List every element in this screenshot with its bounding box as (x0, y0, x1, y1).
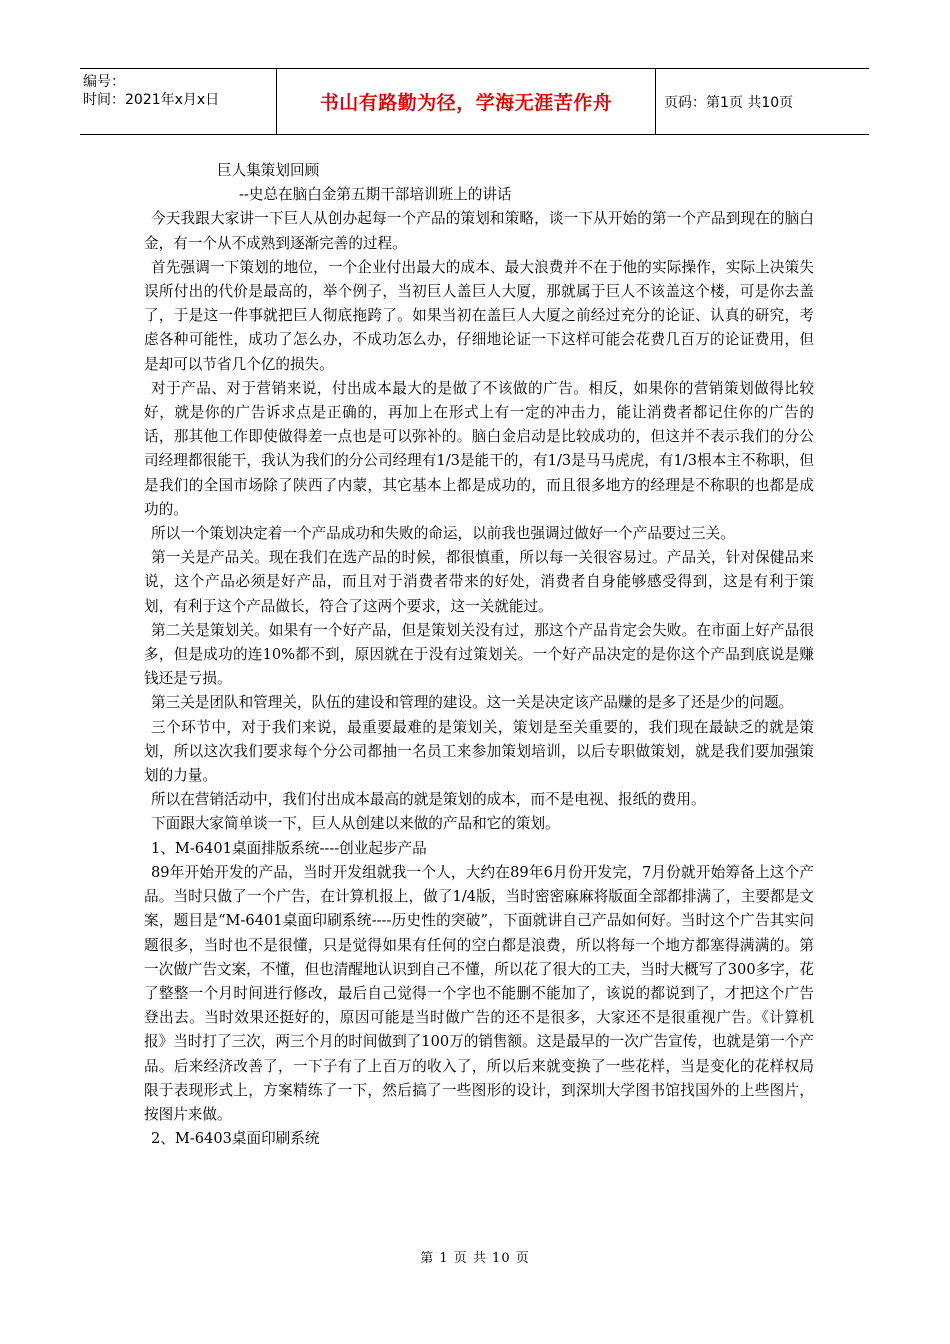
header-motto: 书山有路勤为径，学海无涯苦作舟 (319, 92, 613, 114)
document-title: 巨人集策划回顾 (217, 162, 320, 179)
section-heading: 1、M-6401桌面排版系统----创业起步产品 (151, 839, 427, 857)
paragraph: 第三关是团队和管理关，队伍的建设和管理的建设。这一关是决定该产品赚的是多了还是少的问题。 (151, 694, 794, 712)
paragraph: 所以在营销活动中，我们付出成本最高的就是策划的成本，而不是电视、报纸的费用。 (151, 791, 706, 809)
paragraph: 所以一个策划决定着一个产品成功和失败的命运，以前我也强调过做好一个产品要过三关。 (151, 525, 735, 543)
header-page-number: 页码：第1页 共10页 (664, 94, 794, 111)
paragraph: 首先强调一下策划的地位，一个企业付出最大的成本、最大浪费并不在于他的实际操作，实际上决策失误所付出的代价是最高的，举个例子，当初巨人盖巨人大厦，那就属于巨人不该盖这个楼，可是你去盖了，于是这一件事就把巨人彻底拖跨了。如果当初在盖巨人大厦之前经过充分的论证、认真的研究，考虑各种可能性，成功了怎么办，不成功怎么办，仔细地论证一下这样可能会花费几百万的论证费用，但是却可以节省几个亿的损失。 (144, 258, 814, 373)
paragraph: 第一关是产品关。现在我们在选产品的时候，都很慎重，所以每一关很容易过。产品关，针对保健品来说，这个产品必须是好产品，而且对于消费者带来的好处，消费者自身能够感受得到，这是有利于策划，有利于这个产品做长，符合了这两个要求，这一关就能过。 (144, 549, 814, 615)
paragraph: 今天我跟大家讲一下巨人从创办起每一个产品的策划和策略，谈一下从开始的第一个产品到现在的脑白金，有一个从不成熟到逐渐完善的过程。 (144, 210, 814, 252)
paragraph: 下面跟大家简单谈一下，巨人从创建以来做的产品和它的策划。 (151, 815, 560, 833)
document-body (144, 159, 814, 1151)
page-footer: 第 1 页 共 10 页 (420, 1251, 530, 1266)
section-heading: 2、M-6403桌面印刷系统 (151, 1130, 320, 1148)
header-motto-cell (277, 69, 656, 134)
document-subtitle: --史总在脑白金第五期干部培训班上的讲话 (239, 186, 512, 204)
header-meta-cell (80, 69, 277, 134)
paragraph: 89年开始开发的产品，当时开发组就我一个人，大约在89年6月份开发完，7月份就开始筹备上这个产品。当时只做了一个广告，在计算机报上，做了1/4版，当时密密麻麻将版面全部都排满了，主要都是文案，题目是“M-6401桌面印刷系统----历史性的突破”，下面就讲自己产品如何好。当时这个广告其实问题很多，当时也不是很懂，只是觉得如果有任何的空白都是浪费，所以将每一个地方都塞得满满的。第一次做广告文案，不懂，但也清醒地认识到自己不懂，所以花了很大的工夫，当时大概写了300多字，花了整整一个月时间进行修改，最后自己觉得一个字也不能删不能加了，该说的都说到了，才把这个广告登出去。当时效果还挺好的，原因可能是当时做广告的还不是很多，大家还不是很重视广告。《计算机报》当时打了三次，两三个月的时间做到了100万的销售额。这是最早的一次广告宣传，也就是第一个产品。后来经济改善了，一下子有了上百万的收入了，所以后来就变换了一些花样，当是变化的花样权局限于表现形式上，方案精练了一下，然后搞了一些图形的设计，到深圳大学图书馆找国外的上些图片，按图片来做。 (144, 863, 814, 1123)
document-number-label: 编号： (83, 74, 125, 90)
paragraph: 三个环节中，对于我们来说，最重要最难的是策划关，策划是至关重要的，我们现在最缺乏的就是策划，所以这次我们要求每个分公司都抽一名员工来参加策划培训，以后专职做策划，就是我们要加强策划的力量。 (144, 718, 814, 785)
header-page-cell (656, 69, 869, 134)
page-header (80, 68, 869, 135)
paragraph: 第二关是策划关。如果有一个好产品，但是策划关没有过，那这个产品肯定会失败。在市面上好产品很多，但是成功的连10%都不到，原因就在于没有过策划关。一个好产品决定的是你这个产品到底说是赚钱还是亏损。 (144, 621, 814, 688)
document-date-label: 时间：2021年x月x日 (83, 92, 220, 108)
paragraph: 对于产品、对于营销来说，付出成本最大的是做了不该做的广告。相反，如果你的营销策划做得比较好，就是你的广告诉求点是正确的，再加上在形式上有一定的冲击力，能让消费者都记住你的广告的话，那其他工作即使做得差一点也是可以弥补的。脑白金启动是比较成功的，但这并不表示我们的分公司经理都很能干，我认为我们的分公司经理有1/3是能干的，有1/3是马马虎虎，有1/3根本主不称职，但是我们的全国市场除了陕西了内蒙，其它基本上都是成功的，而且很多地方的经理是不称职的也都是成功的。 (144, 379, 814, 518)
